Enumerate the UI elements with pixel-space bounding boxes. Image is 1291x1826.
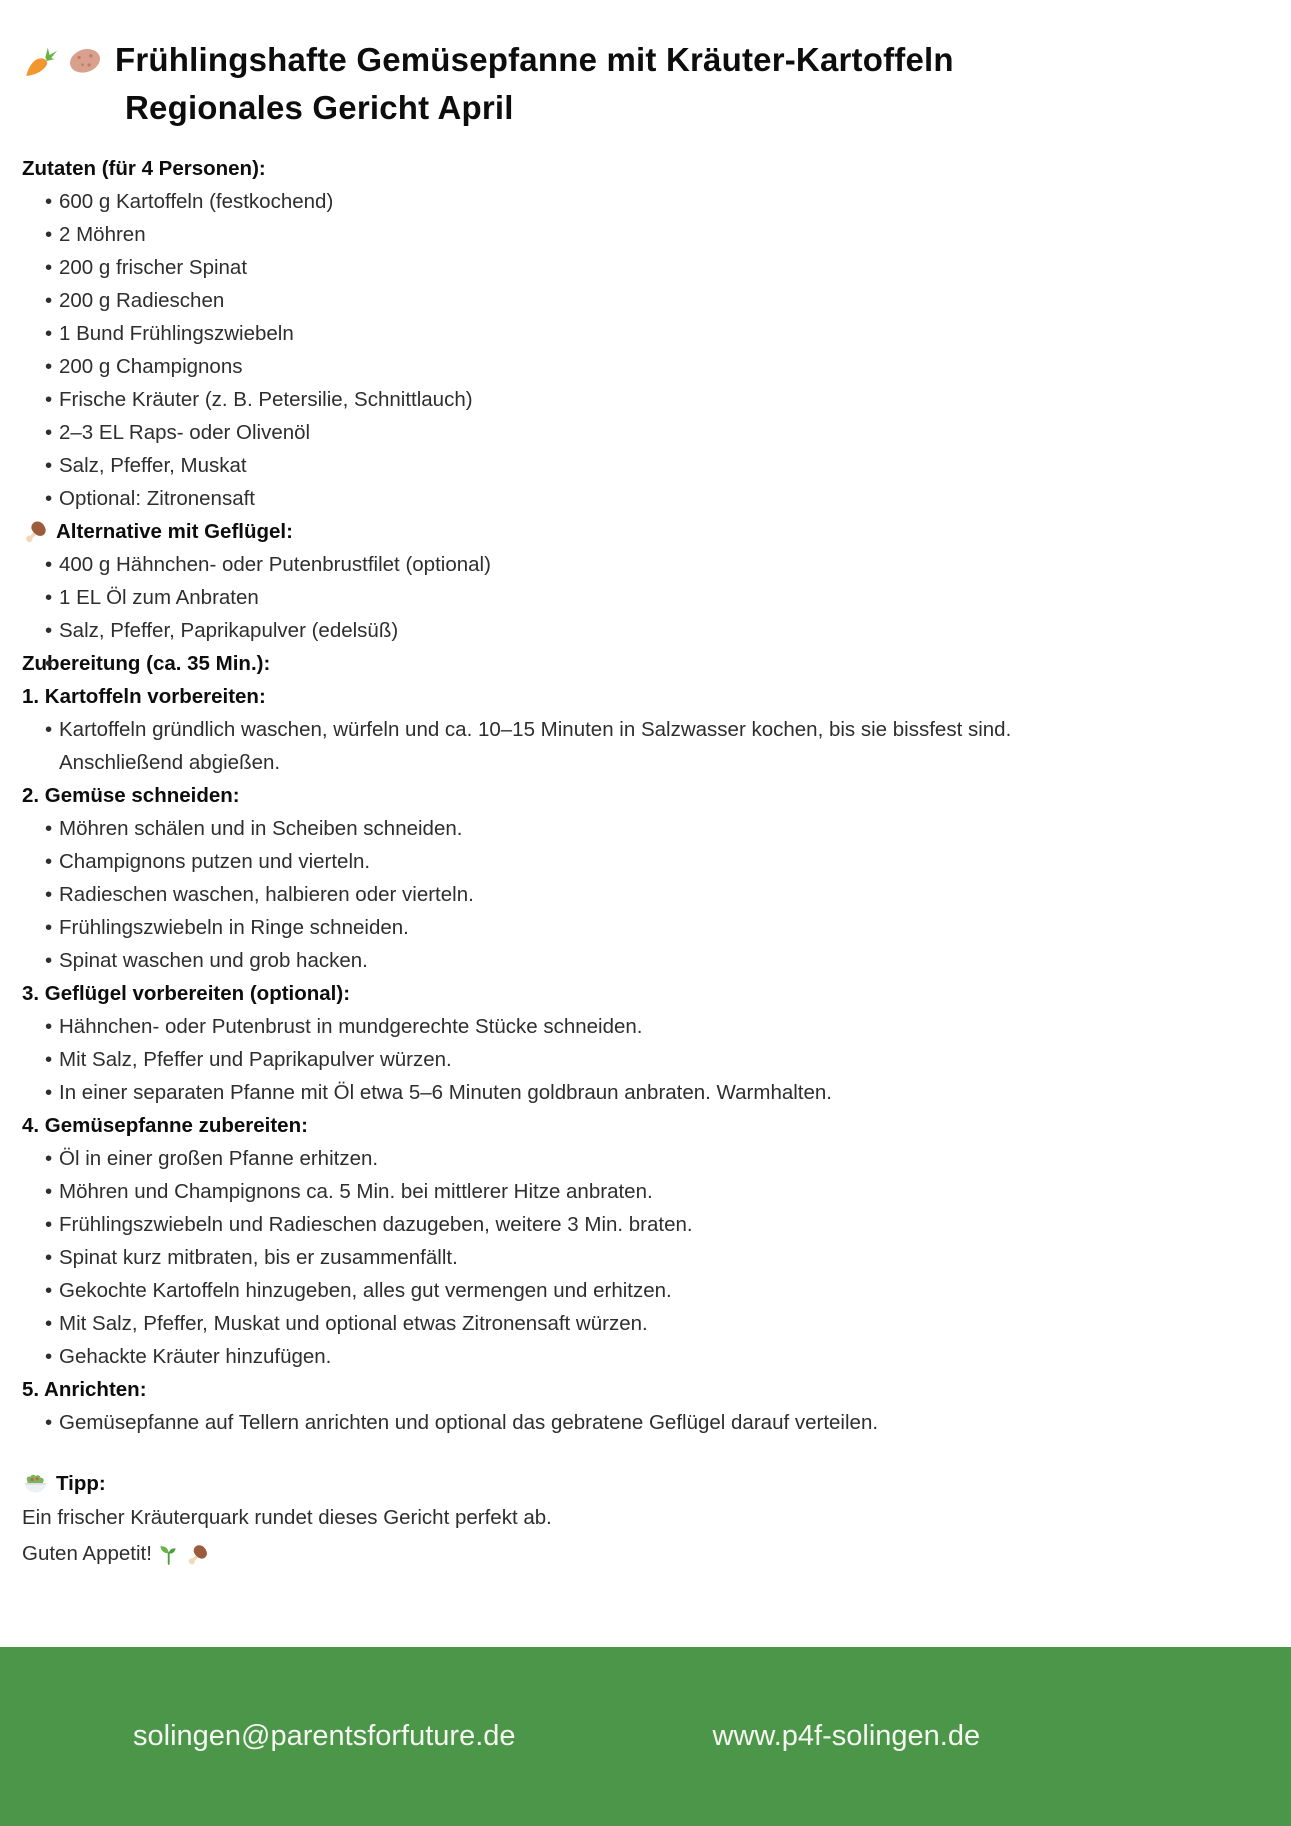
heading-zubereitung-ca-35-min [22, 647, 1080, 680]
heading-zutaten-für-4-personen [22, 152, 1080, 185]
list-item: • 2–3 EL Raps- oder Olivenöl [22, 416, 1080, 449]
list-item: • 200 g Radieschen [22, 284, 1080, 317]
list-item: • Frühlingszwiebeln und Radieschen dazugeben, weitere 3 Min. braten. [22, 1208, 1080, 1241]
list-item: • Frühlingszwiebeln in Ringe schneiden. [22, 911, 1080, 944]
title-block [22, 36, 1080, 132]
list-item: • 1 Bund Frühlingszwiebeln [22, 317, 1080, 350]
list-item: • Optional: Zitronensaft [22, 482, 1080, 515]
heading-text: 2. Gemüse schneiden: [22, 784, 240, 807]
list-item: • In einer separaten Pfanne mit Öl etwa 5–6 Minuten goldbraun anbraten. Warmhalten. [22, 1076, 1080, 1109]
list-item: • Mit Salz, Pfeffer, Muskat und optional etwas Zitronensaft würzen. [22, 1307, 1080, 1340]
title-icons [22, 40, 105, 80]
poultry-leg-icon [185, 1542, 210, 1567]
list-item: • Kartoffeln gründlich waschen, würfeln und ca. 10–15 Minuten in Salzwasser kochen, bis sie bissfest sind. Anschließend abgießen. [22, 713, 1080, 779]
heading-text: Alternative mit Geflügel: [56, 520, 293, 543]
bullet-list [22, 1010, 1080, 1109]
list-item: • Spinat kurz mitbraten, bis er zusammenfällt. [22, 1241, 1080, 1274]
paragraph-text: Ein frischer Kräuterquark rundet dieses Gericht perfekt ab. [22, 1506, 552, 1529]
bullet-list [22, 812, 1080, 977]
potato-icon [65, 40, 105, 80]
list-item: • 400 g Hähnchen- oder Putenbrustfilet (optional) [22, 548, 1080, 581]
list-item: • Radieschen waschen, halbieren oder vierteln. [22, 878, 1080, 911]
heading-text: 3. Geflügel vorbereiten (optional): [22, 982, 351, 1005]
page-title: Frühlingshafte Gemüsepfanne mit Kräuter-Kartoffeln [115, 41, 954, 78]
list-item: • 2 Möhren [22, 218, 1080, 251]
bullet-list [22, 548, 1080, 647]
list-item: • Salz, Pfeffer, Paprikapulver (edelsüß) [22, 614, 1080, 647]
heading-text: Tipp: [56, 1472, 106, 1495]
heading-2-gemüse-schneiden [22, 779, 1080, 812]
page-footer [0, 1647, 1291, 1826]
bullet-list [22, 713, 1080, 779]
heading-text: Zutaten (für 4 Personen): [22, 157, 266, 180]
list-item: • Öl in einer großen Pfanne erhitzen. [22, 1142, 1080, 1175]
list-item: • Gemüsepfanne auf Tellern anrichten und optional das gebratene Geflügel darauf verteilen. [22, 1406, 1080, 1439]
heading-text: 1. Kartoffeln vorbereiten: [22, 685, 266, 708]
list-item: • Spinat waschen und grob hacken. [22, 944, 1080, 977]
list-item: • 600 g Kartoffeln (festkochend) [22, 185, 1080, 218]
list-item: • Champignons putzen und vierteln. [22, 845, 1080, 878]
list-item: • Gehackte Kräuter hinzufügen. [22, 1340, 1080, 1373]
bullet-list [22, 185, 1080, 515]
page-subtitle: Regionales Gericht April [125, 89, 514, 126]
list-item: • 200 g frischer Spinat [22, 251, 1080, 284]
poultry-leg-icon [22, 518, 49, 545]
heading-tipp [22, 1467, 1080, 1500]
salad-icon [22, 1470, 49, 1497]
page-title-line1 [22, 36, 1080, 84]
paragraph [22, 1500, 1080, 1536]
list-item: • 1 EL Öl zum Anbraten [22, 581, 1080, 614]
paragraph-text: Guten Appetit! [22, 1542, 152, 1565]
seedling-icon [156, 1542, 181, 1567]
contact-website: www.p4f-solingen.de [712, 1720, 981, 1752]
paragraph [22, 1536, 1080, 1572]
heading-text: Zubereitung (ca. 35 Min.): [22, 652, 271, 675]
heading-text: 5. Anrichten: [22, 1378, 147, 1401]
heading-5-anrichten [22, 1373, 1080, 1406]
carrot-icon [22, 40, 62, 80]
document-body [22, 152, 1080, 1572]
heading-text: 4. Gemüsepfanne zubereiten: [22, 1114, 308, 1137]
heading-alternative-mit-geflügel [22, 515, 1080, 548]
heading-1-kartoffeln-vorbereiten [22, 680, 1080, 713]
bullet-list [22, 1406, 1080, 1439]
contact-email: solingen@parentsforfuture.de [133, 1720, 516, 1752]
list-item: • Hähnchen- oder Putenbrust in mundgerechte Stücke schneiden. [22, 1010, 1080, 1043]
heading-3-geflügel-vorbereiten-optional [22, 977, 1080, 1010]
list-item: • 200 g Champignons [22, 350, 1080, 383]
list-item: • Salz, Pfeffer, Muskat [22, 449, 1080, 482]
list-item: • Möhren und Champignons ca. 5 Min. bei mittlerer Hitze anbraten. [22, 1175, 1080, 1208]
list-item: • Frische Kräuter (z. B. Petersilie, Schnittlauch) [22, 383, 1080, 416]
heading-4-gemüsepfanne-zubereiten [22, 1109, 1080, 1142]
bullet-list [22, 1142, 1080, 1373]
list-item: • Mit Salz, Pfeffer und Paprikapulver würzen. [22, 1043, 1080, 1076]
list-item: • Gekochte Kartoffeln hinzugeben, alles gut vermengen und erhitzen. [22, 1274, 1080, 1307]
list-item: • Möhren schälen und in Scheiben schneiden. [22, 812, 1080, 845]
